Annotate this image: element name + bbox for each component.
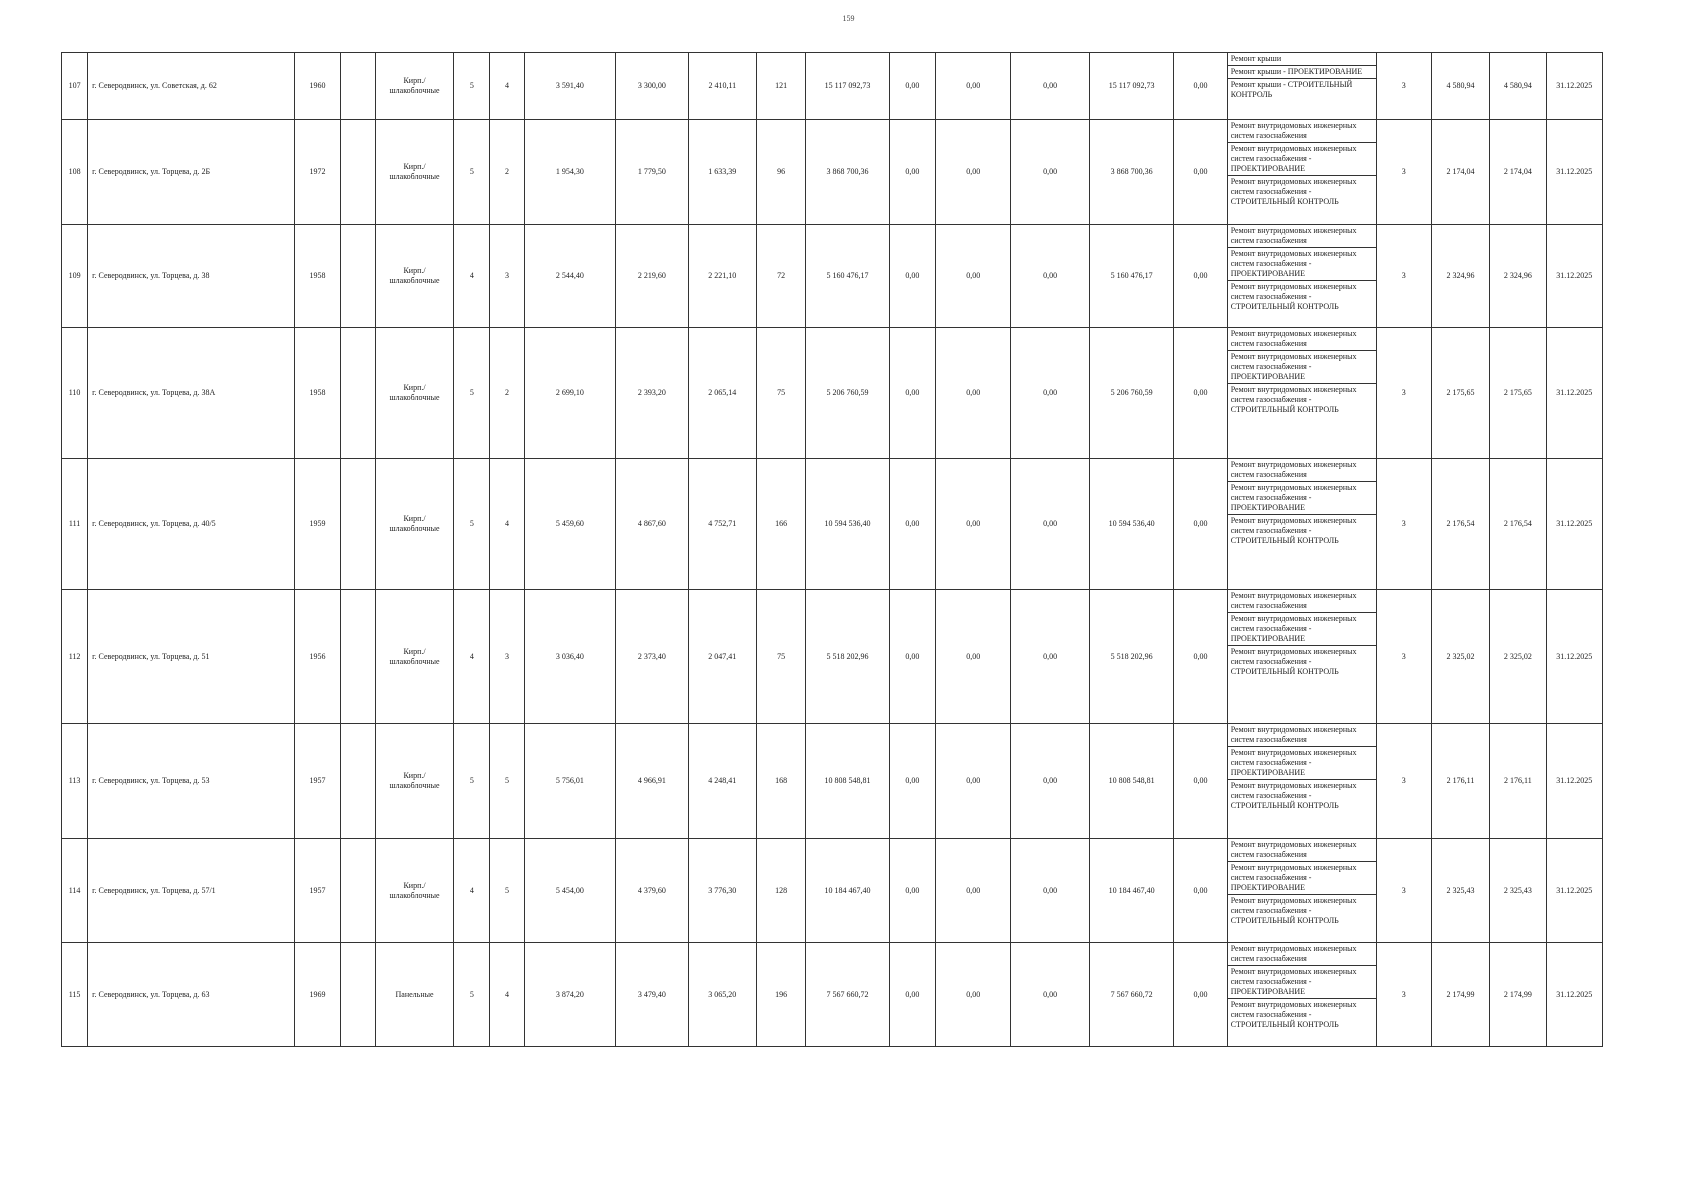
cell-cost-owners: 3 868 700,36 (1089, 120, 1173, 225)
cell-area-premises: 2 373,40 (616, 590, 688, 724)
cell-funding-5: 0,00 (1174, 839, 1227, 943)
cell-area-total: 5 756,01 (524, 724, 616, 839)
work-item: Ремонт внутридомовых инженерных систем газоснабжения (1230, 725, 1357, 744)
cell-limit-cost: 2 176,54 (1490, 459, 1546, 590)
cell-entrances: 4 (490, 53, 524, 120)
cell-address: г. Северодвинск, ул. Торцева, д. 2Б (88, 120, 295, 225)
cell-works (1227, 328, 1376, 459)
cell-blank (340, 839, 375, 943)
cell-year: 1956 (295, 590, 340, 724)
cell-funding-2: 0,00 (936, 225, 1011, 328)
work-item: Ремонт внутридомовых инженерных систем газоснабжения (1230, 121, 1357, 140)
cell-funding-1: 0,00 (889, 328, 935, 459)
work-item: Ремонт внутридомовых инженерных систем газоснабжения - ПРОЕКТИРОВАНИЕ (1228, 965, 1376, 998)
cell-address: г. Северодвинск, ул. Торцева, д. 51 (88, 590, 295, 724)
cell-funding-5: 0,00 (1174, 590, 1227, 724)
cell-funding-5: 0,00 (1174, 53, 1227, 120)
cell-number: 113 (62, 724, 88, 839)
cell-cost-total: 5 160 476,17 (806, 225, 889, 328)
works-list (1228, 839, 1376, 927)
cell-area-premises: 2 393,20 (616, 328, 688, 459)
cell-area-premises: 4 867,60 (616, 459, 688, 590)
cell-year: 1969 (295, 943, 340, 1047)
cell-coefficient: 3 (1376, 225, 1431, 328)
cell-funding-3: 0,00 (1011, 328, 1089, 459)
cell-address: г. Северодвинск, ул. Советская, д. 62 (88, 53, 295, 120)
table-row (62, 724, 1603, 839)
cell-area-residential: 4 248,41 (688, 724, 756, 839)
cell-funding-2: 0,00 (936, 839, 1011, 943)
cell-blank (340, 459, 375, 590)
cell-funding-1: 0,00 (889, 724, 935, 839)
cell-blank (340, 53, 375, 120)
cell-residents: 72 (756, 225, 805, 328)
cell-area-premises: 1 779,50 (616, 120, 688, 225)
cell-wall-material: Кирп./ шлакоблочные (375, 53, 453, 120)
work-item: Ремонт внутридомовых инженерных систем газоснабжения - СТРОИТЕЛЬНЫЙ КОНТРОЛЬ (1228, 175, 1376, 208)
cell-residents: 196 (756, 943, 805, 1047)
cell-area-premises: 4 379,60 (616, 839, 688, 943)
cell-completion-date: 31.12.2025 (1546, 120, 1602, 225)
cell-works (1227, 120, 1376, 225)
cell-area-residential: 3 776,30 (688, 839, 756, 943)
cell-wall-material: Кирп./ шлакоблочные (375, 328, 453, 459)
cell-funding-2: 0,00 (936, 943, 1011, 1047)
work-item: Ремонт внутридомовых инженерных систем газоснабжения (1230, 329, 1357, 348)
cell-floors: 5 (454, 943, 490, 1047)
cell-unit-cost: 4 580,94 (1431, 53, 1489, 120)
cell-coefficient: 3 (1376, 328, 1431, 459)
cell-funding-3: 0,00 (1011, 724, 1089, 839)
work-item: Ремонт внутридомовых инженерных систем газоснабжения (1230, 460, 1357, 479)
cell-cost-total: 10 594 536,40 (806, 459, 889, 590)
cell-residents: 166 (756, 459, 805, 590)
cell-number: 112 (62, 590, 88, 724)
cell-funding-5: 0,00 (1174, 943, 1227, 1047)
work-item: Ремонт внутридомовых инженерных систем газоснабжения - СТРОИТЕЛЬНЫЙ КОНТРОЛЬ (1228, 779, 1376, 812)
work-item: Ремонт внутридомовых инженерных систем газоснабжения - СТРОИТЕЛЬНЫЙ КОНТРОЛЬ (1228, 894, 1376, 927)
cell-completion-date: 31.12.2025 (1546, 225, 1602, 328)
cell-residents: 168 (756, 724, 805, 839)
cell-cost-owners: 10 184 467,40 (1089, 839, 1173, 943)
cell-blank (340, 943, 375, 1047)
work-item: Ремонт внутридомовых инженерных систем газоснабжения - ПРОЕКТИРОВАНИЕ (1228, 612, 1376, 645)
work-item: Ремонт внутридомовых инженерных систем газоснабжения - ПРОЕКТИРОВАНИЕ (1228, 350, 1376, 383)
cell-address: г. Северодвинск, ул. Торцева, д. 38 (88, 225, 295, 328)
cell-funding-2: 0,00 (936, 53, 1011, 120)
cell-area-total: 3 874,20 (524, 943, 616, 1047)
works-list (1228, 328, 1376, 416)
cell-residents: 128 (756, 839, 805, 943)
cell-funding-1: 0,00 (889, 225, 935, 328)
cell-floors: 4 (454, 839, 490, 943)
work-item: Ремонт внутридомовых инженерных систем газоснабжения - СТРОИТЕЛЬНЫЙ КОНТРОЛЬ (1228, 280, 1376, 313)
cell-entrances: 4 (490, 943, 524, 1047)
cell-area-residential: 2 065,14 (688, 328, 756, 459)
cell-cost-total: 10 808 548,81 (806, 724, 889, 839)
cell-cost-owners: 5 206 760,59 (1089, 328, 1173, 459)
cell-floors: 4 (454, 590, 490, 724)
cell-entrances: 5 (490, 839, 524, 943)
cell-limit-cost: 4 580,94 (1490, 53, 1546, 120)
cell-unit-cost: 2 324,96 (1431, 225, 1489, 328)
works-list (1228, 590, 1376, 678)
cell-completion-date: 31.12.2025 (1546, 459, 1602, 590)
cell-area-premises: 3 479,40 (616, 943, 688, 1047)
cell-cost-owners: 5 160 476,17 (1089, 225, 1173, 328)
cell-cost-total: 5 518 202,96 (806, 590, 889, 724)
cell-area-residential: 1 633,39 (688, 120, 756, 225)
cell-cost-total: 3 868 700,36 (806, 120, 889, 225)
cell-wall-material: Кирп./ шлакоблочные (375, 724, 453, 839)
cell-area-residential: 2 047,41 (688, 590, 756, 724)
cell-area-residential: 2 410,11 (688, 53, 756, 120)
cell-address: г. Северодвинск, ул. Торцева, д. 53 (88, 724, 295, 839)
page-number: 159 (842, 14, 855, 23)
cell-floors: 4 (454, 225, 490, 328)
cell-works (1227, 225, 1376, 328)
cell-funding-5: 0,00 (1174, 120, 1227, 225)
work-item: Ремонт внутридомовых инженерных систем газоснабжения - ПРОЕКТИРОВАНИЕ (1228, 142, 1376, 175)
cell-area-total: 3 036,40 (524, 590, 616, 724)
cell-year: 1958 (295, 328, 340, 459)
cell-limit-cost: 2 175,65 (1490, 328, 1546, 459)
works-list (1228, 225, 1376, 313)
works-list (1228, 120, 1376, 208)
cell-residents: 121 (756, 53, 805, 120)
cell-entrances: 5 (490, 724, 524, 839)
cell-works (1227, 839, 1376, 943)
cell-funding-3: 0,00 (1011, 120, 1089, 225)
cell-coefficient: 3 (1376, 839, 1431, 943)
cell-residents: 75 (756, 328, 805, 459)
cell-cost-owners: 5 518 202,96 (1089, 590, 1173, 724)
cell-cost-owners: 10 808 548,81 (1089, 724, 1173, 839)
cell-funding-3: 0,00 (1011, 943, 1089, 1047)
work-item: Ремонт крыши (1230, 54, 1282, 63)
cell-works (1227, 53, 1376, 120)
cell-funding-3: 0,00 (1011, 459, 1089, 590)
work-item: Ремонт внутридомовых инженерных систем газоснабжения - ПРОЕКТИРОВАНИЕ (1228, 746, 1376, 779)
cell-completion-date: 31.12.2025 (1546, 724, 1602, 839)
work-item: Ремонт внутридомовых инженерных систем газоснабжения - ПРОЕКТИРОВАНИЕ (1228, 481, 1376, 514)
table-row (62, 120, 1603, 225)
cell-works (1227, 459, 1376, 590)
cell-funding-2: 0,00 (936, 590, 1011, 724)
cell-number: 115 (62, 943, 88, 1047)
cell-completion-date: 31.12.2025 (1546, 839, 1602, 943)
cell-year: 1959 (295, 459, 340, 590)
cell-completion-date: 31.12.2025 (1546, 53, 1602, 120)
work-item: Ремонт крыши - ПРОЕКТИРОВАНИЕ (1228, 65, 1376, 78)
work-item: Ремонт внутридомовых инженерных систем газоснабжения - ПРОЕКТИРОВАНИЕ (1228, 861, 1376, 894)
cell-area-premises: 4 966,91 (616, 724, 688, 839)
cell-cost-total: 7 567 660,72 (806, 943, 889, 1047)
cell-floors: 5 (454, 328, 490, 459)
cell-funding-2: 0,00 (936, 459, 1011, 590)
cell-unit-cost: 2 175,65 (1431, 328, 1489, 459)
cell-wall-material: Кирп./ шлакоблочные (375, 120, 453, 225)
cell-funding-5: 0,00 (1174, 724, 1227, 839)
cell-wall-material: Кирп./ шлакоблочные (375, 225, 453, 328)
cell-cost-total: 15 117 092,73 (806, 53, 889, 120)
cell-number: 111 (62, 459, 88, 590)
works-list (1228, 724, 1376, 812)
cell-number: 108 (62, 120, 88, 225)
cell-cost-owners: 10 594 536,40 (1089, 459, 1173, 590)
table-row (62, 839, 1603, 943)
cell-wall-material: Кирп./ шлакоблочные (375, 839, 453, 943)
cell-funding-2: 0,00 (936, 724, 1011, 839)
cell-limit-cost: 2 174,04 (1490, 120, 1546, 225)
cell-works (1227, 590, 1376, 724)
cell-area-total: 3 591,40 (524, 53, 616, 120)
cell-area-premises: 2 219,60 (616, 225, 688, 328)
cell-funding-1: 0,00 (889, 590, 935, 724)
cell-blank (340, 120, 375, 225)
cell-year: 1957 (295, 724, 340, 839)
cell-area-total: 1 954,30 (524, 120, 616, 225)
registry-body (62, 53, 1603, 1047)
cell-unit-cost: 2 174,99 (1431, 943, 1489, 1047)
cell-area-total: 2 544,40 (524, 225, 616, 328)
cell-address: г. Северодвинск, ул. Торцева, д. 63 (88, 943, 295, 1047)
cell-funding-1: 0,00 (889, 839, 935, 943)
cell-floors: 5 (454, 53, 490, 120)
registry-table (61, 52, 1603, 1047)
cell-limit-cost: 2 325,43 (1490, 839, 1546, 943)
cell-cost-owners: 7 567 660,72 (1089, 943, 1173, 1047)
cell-funding-3: 0,00 (1011, 839, 1089, 943)
cell-works (1227, 943, 1376, 1047)
cell-limit-cost: 2 176,11 (1490, 724, 1546, 839)
work-item: Ремонт внутридомовых инженерных систем газоснабжения - СТРОИТЕЛЬНЫЙ КОНТРОЛЬ (1228, 998, 1376, 1031)
cell-address: г. Северодвинск, ул. Торцева, д. 57/1 (88, 839, 295, 943)
cell-number: 107 (62, 53, 88, 120)
cell-blank (340, 328, 375, 459)
cell-funding-1: 0,00 (889, 120, 935, 225)
work-item: Ремонт внутридомовых инженерных систем газоснабжения (1230, 226, 1357, 245)
cell-cost-owners: 15 117 092,73 (1089, 53, 1173, 120)
cell-number: 110 (62, 328, 88, 459)
cell-area-total: 5 454,00 (524, 839, 616, 943)
cell-area-residential: 2 221,10 (688, 225, 756, 328)
cell-wall-material: Кирп./ шлакоблочные (375, 459, 453, 590)
cell-coefficient: 3 (1376, 120, 1431, 225)
cell-funding-1: 0,00 (889, 53, 935, 120)
cell-area-residential: 4 752,71 (688, 459, 756, 590)
work-item: Ремонт внутридомовых инженерных систем газоснабжения - СТРОИТЕЛЬНЫЙ КОНТРОЛЬ (1228, 645, 1376, 678)
cell-wall-material: Кирп./ шлакоблочные (375, 590, 453, 724)
table-row (62, 459, 1603, 590)
cell-funding-5: 0,00 (1174, 225, 1227, 328)
cell-coefficient: 3 (1376, 724, 1431, 839)
cell-entrances: 4 (490, 459, 524, 590)
cell-limit-cost: 2 325,02 (1490, 590, 1546, 724)
cell-number: 109 (62, 225, 88, 328)
table-row (62, 328, 1603, 459)
cell-wall-material: Панельные (375, 943, 453, 1047)
work-item: Ремонт внутридомовых инженерных систем газоснабжения - СТРОИТЕЛЬНЫЙ КОНТРОЛЬ (1228, 383, 1376, 416)
table-row (62, 225, 1603, 328)
cell-floors: 5 (454, 120, 490, 225)
cell-year: 1972 (295, 120, 340, 225)
cell-unit-cost: 2 176,11 (1431, 724, 1489, 839)
cell-funding-3: 0,00 (1011, 225, 1089, 328)
work-item: Ремонт внутридомовых инженерных систем газоснабжения (1230, 944, 1357, 963)
cell-entrances: 2 (490, 120, 524, 225)
works-list (1228, 943, 1376, 1031)
cell-funding-2: 0,00 (936, 328, 1011, 459)
cell-unit-cost: 2 325,02 (1431, 590, 1489, 724)
cell-cost-total: 5 206 760,59 (806, 328, 889, 459)
cell-funding-5: 0,00 (1174, 328, 1227, 459)
cell-blank (340, 724, 375, 839)
cell-works (1227, 724, 1376, 839)
cell-completion-date: 31.12.2025 (1546, 590, 1602, 724)
cell-number: 114 (62, 839, 88, 943)
cell-entrances: 3 (490, 590, 524, 724)
cell-year: 1960 (295, 53, 340, 120)
cell-unit-cost: 2 325,43 (1431, 839, 1489, 943)
cell-unit-cost: 2 176,54 (1431, 459, 1489, 590)
cell-coefficient: 3 (1376, 459, 1431, 590)
cell-funding-2: 0,00 (936, 120, 1011, 225)
cell-year: 1957 (295, 839, 340, 943)
cell-coefficient: 3 (1376, 590, 1431, 724)
cell-area-residential: 3 065,20 (688, 943, 756, 1047)
work-item: Ремонт внутридомовых инженерных систем газоснабжения (1230, 840, 1357, 859)
cell-floors: 5 (454, 724, 490, 839)
cell-area-total: 5 459,60 (524, 459, 616, 590)
cell-blank (340, 225, 375, 328)
cell-funding-1: 0,00 (889, 943, 935, 1047)
cell-area-total: 2 699,10 (524, 328, 616, 459)
cell-cost-total: 10 184 467,40 (806, 839, 889, 943)
cell-coefficient: 3 (1376, 943, 1431, 1047)
cell-completion-date: 31.12.2025 (1546, 328, 1602, 459)
cell-funding-3: 0,00 (1011, 53, 1089, 120)
work-item: Ремонт крыши - СТРОИТЕЛЬНЫЙ КОНТРОЛЬ (1228, 78, 1376, 101)
cell-blank (340, 590, 375, 724)
table-row (62, 943, 1603, 1047)
cell-residents: 75 (756, 590, 805, 724)
cell-floors: 5 (454, 459, 490, 590)
work-item: Ремонт внутридомовых инженерных систем газоснабжения (1230, 591, 1357, 610)
cell-funding-5: 0,00 (1174, 459, 1227, 590)
cell-address: г. Северодвинск, ул. Торцева, д. 38А (88, 328, 295, 459)
cell-area-premises: 3 300,00 (616, 53, 688, 120)
cell-year: 1958 (295, 225, 340, 328)
works-list (1228, 459, 1376, 547)
table-row (62, 53, 1603, 120)
cell-completion-date: 31.12.2025 (1546, 943, 1602, 1047)
cell-funding-1: 0,00 (889, 459, 935, 590)
cell-address: г. Северодвинск, ул. Торцева, д. 40/5 (88, 459, 295, 590)
cell-funding-3: 0,00 (1011, 590, 1089, 724)
work-item: Ремонт внутридомовых инженерных систем газоснабжения - ПРОЕКТИРОВАНИЕ (1228, 247, 1376, 280)
cell-limit-cost: 2 324,96 (1490, 225, 1546, 328)
cell-entrances: 2 (490, 328, 524, 459)
cell-unit-cost: 2 174,04 (1431, 120, 1489, 225)
cell-entrances: 3 (490, 225, 524, 328)
works-list (1228, 53, 1376, 101)
cell-residents: 96 (756, 120, 805, 225)
cell-limit-cost: 2 174,99 (1490, 943, 1546, 1047)
table-row (62, 590, 1603, 724)
work-item: Ремонт внутридомовых инженерных систем газоснабжения - СТРОИТЕЛЬНЫЙ КОНТРОЛЬ (1228, 514, 1376, 547)
cell-coefficient: 3 (1376, 53, 1431, 120)
